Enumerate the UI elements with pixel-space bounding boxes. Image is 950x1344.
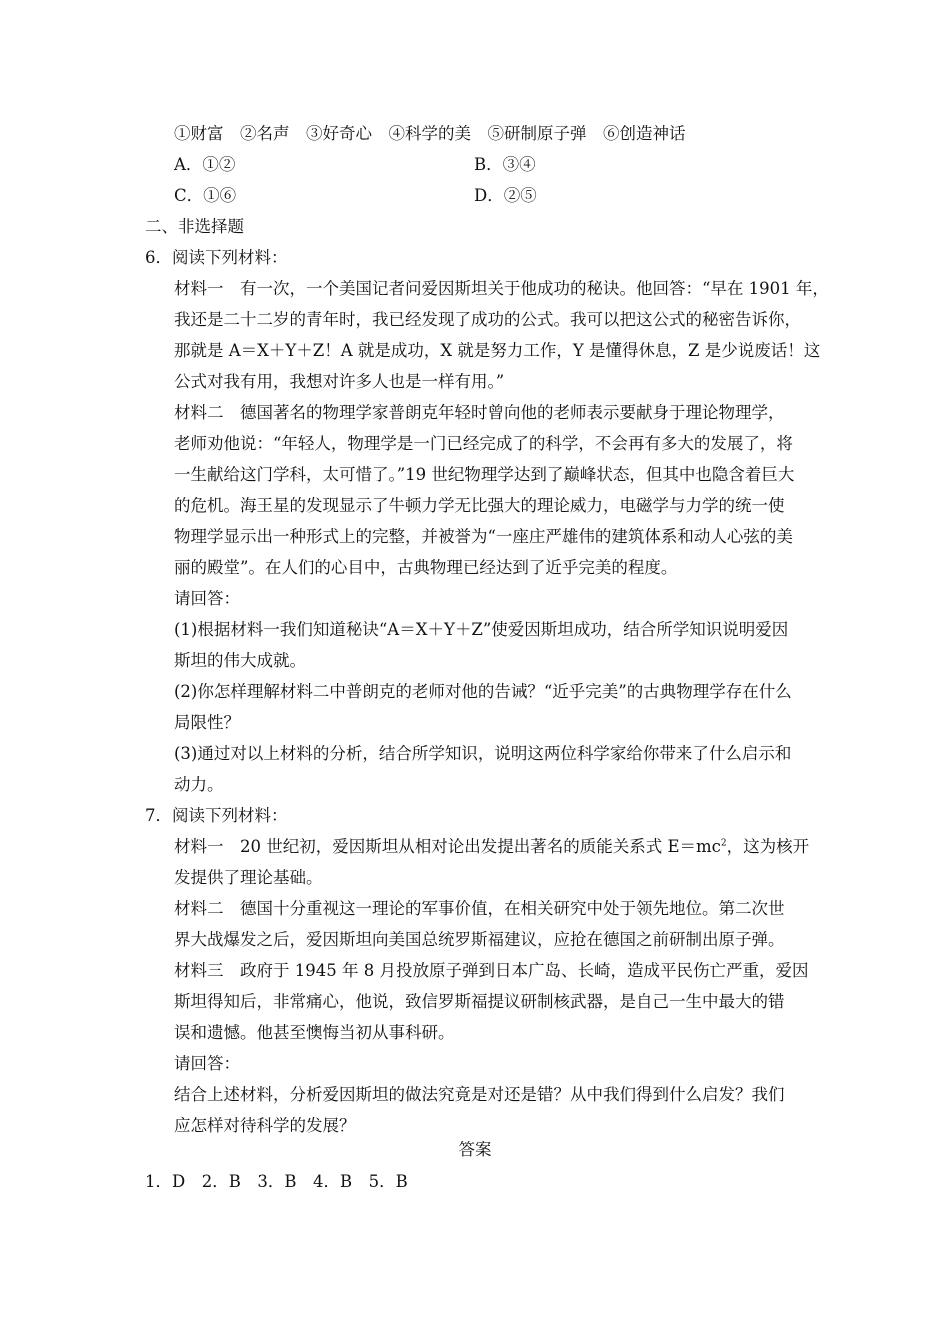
superscript-2: 2 <box>720 838 727 849</box>
q5-option-b: B．③④ <box>474 155 536 174</box>
q5-option-c: C．①⑥ <box>174 186 237 205</box>
answers-title: 答案 <box>458 1140 492 1159</box>
q6-material-1-line: 材料一 有一次，一个美国记者问爱因斯坦关于他成功的秘诀。他回答：“早在 1901 年， <box>174 279 829 298</box>
q7-material-3-line: 斯坦得知后，非常痛心，他说，致信罗斯福提议研制核武器，是自己一生中最大的错 <box>174 992 785 1011</box>
q7-material-2-line: 材料二 德国十分重视这一理论的军事价值，在相关研究中处于领先地位。第二次世 <box>174 899 785 918</box>
q6-subquestion-line: 斯坦的伟大成就。 <box>174 651 306 670</box>
q7-material-3-line: 材料三 政府于 1945 年 8 月投放原子弹到日本广岛、长崎，造成平民伤亡严重，爱因 <box>174 961 809 980</box>
q6-subquestion-line: 动力。 <box>174 775 224 794</box>
q7-question-line: 应怎样对待科学的发展？ <box>174 1116 356 1135</box>
q6-material-1-line: 我还是二十二岁的青年时，我已经发现了成功的公式。我可以把这公式的秘密告诉你， <box>174 310 801 329</box>
q6-title: 6．阅读下列材料： <box>145 248 288 267</box>
answers-line: 1．D 2．B 3．B 4．B 5．B <box>145 1172 408 1191</box>
q6-material-2-line: 丽的殿堂”。在人们的心目中，古典物理已经达到了近乎完美的程度。 <box>174 558 678 577</box>
q7-material-1-line: 发提供了理论基础。 <box>174 868 323 887</box>
q6-ask: 请回答： <box>174 589 240 608</box>
q6-material-2-line: 的危机。海王星的发现显示了牛顿力学无比强大的理论威力，电磁学与力学的统一使 <box>174 496 785 515</box>
q5-option-a: A．①② <box>174 155 236 174</box>
q6-subquestion-line: 局限性？ <box>174 713 240 732</box>
q6-material-1-line: 公式对我有用，我想对许多人也是一样有用。” <box>174 372 505 391</box>
q6-subquestion-line: (2)你怎样理解材料二中普朗克的老师对他的告诫？“近乎完美”的古典物理学存在什么 <box>174 682 792 701</box>
q6-subquestion-line: (3)通过对以上材料的分析，结合所学知识，说明这两位科学家给你带来了什么启示和 <box>174 744 792 763</box>
q6-material-2-line: 材料二 德国著名的物理学家普朗克年轻时曾向他的老师表示要献身于理论物理学， <box>174 403 785 422</box>
q7-material-3-line: 误和遗憾。他甚至懊悔当初从事科研。 <box>174 1023 455 1042</box>
q6-material-2-line: 物理学显示出一种形式上的完整，并被誉为“一座庄严雄伟的建筑体系和动人心弦的美 <box>174 527 793 546</box>
q6-subquestion-line: (1)根据材料一我们知道秘诀“A＝X＋Y＋Z”使爱因斯坦成功，结合所学知识说明爱因 <box>174 620 789 639</box>
q6-material-1-line: 那就是 A＝X＋Y＋Z！A 就是成功，X 就是努力工作，Y 是懂得休息，Z 是少说废话！这 <box>174 341 821 360</box>
q6-material-2-line: 一生献给这门学科，太可惜了。”19 世纪物理学达到了巅峰状态，但其中也隐含着巨大 <box>174 465 795 484</box>
q7-material-2-line: 界大战爆发之后，爱因斯坦向美国总统罗斯福建议，应抢在德国之前研制出原子弹。 <box>174 930 785 949</box>
q5-option-d: D．②⑤ <box>474 186 537 205</box>
q7-material-1-text-end: ，这为核开 <box>726 837 810 856</box>
q7-material-1-line <box>174 837 809 857</box>
q5-items: ①财富 ②名声 ③好奇心 ④科学的美 ⑤研制原子弹 ⑥创造神话 <box>174 124 686 143</box>
section-2-title: 二、非选择题 <box>145 217 244 236</box>
q6-material-2-line: 老师劝他说：“年轻人，物理学是一门已经完成了的科学，不会再有多大的发展了，将 <box>174 434 793 453</box>
q7-ask: 请回答： <box>174 1054 240 1073</box>
q7-question-line: 结合上述材料，分析爱因斯坦的做法究竟是对还是错？从中我们得到什么启发？我们 <box>174 1085 785 1104</box>
q7-material-1-text: 材料一 20 世纪初，爱因斯坦从相对论出发提出著名的质能关系式 E＝mc <box>174 837 721 856</box>
q7-title: 7．阅读下列材料： <box>145 806 288 825</box>
